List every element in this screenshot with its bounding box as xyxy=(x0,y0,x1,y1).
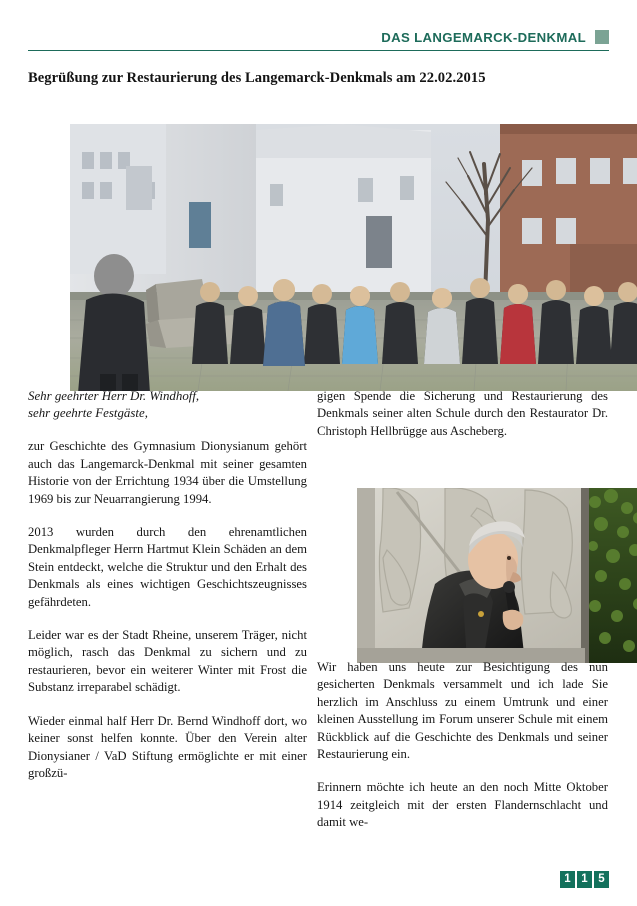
paragraph: Leider war es der Stadt Rheine, unserem Träger, nicht möglich, rasch das Denkmal zu sichern und zu restaurieren, bevor ein weiterer Winter mit Frost die Substanz irreparabel schädigt. xyxy=(28,628,307,695)
speaker-photo-graphic xyxy=(357,488,637,663)
paragraph: Erinnern möchte ich heute an den noch Mitte Oktober 1914 zeitgleich mit der ersten Flandernschlacht und damit we- xyxy=(317,780,608,830)
page-number-digit: 5 xyxy=(594,871,609,888)
paragraph: Wir haben uns heute zur Besichtigung des nun gesicherten Denkmals versammelt und ich lade Sie herzlich im Anschluss zu einem Umtrunk und einer kleinen Ausstellung im Forum unserer Schule mit einem Rückblick auf die Geschichte des Denkmals und seiner Restaurierung ein. xyxy=(317,660,608,762)
running-head xyxy=(28,26,609,48)
body-column-right-bottom xyxy=(317,659,608,832)
page-number xyxy=(560,871,609,888)
page-title: Begrüßung zur Restaurierung des Langemarck-Denkmals am 22.02.2015 xyxy=(28,69,486,86)
body-column-left xyxy=(28,388,307,782)
page-number-digit: 1 xyxy=(577,871,592,888)
salutation-line-2: sehr geehrte Festgäste, xyxy=(28,406,148,421)
group-photo-graphic xyxy=(70,124,637,391)
paragraph: Wieder einmal half Herr Dr. Bernd Windhoff dort, wo keiner sonst helfen konnte. Über den Verein alter Dionysianer / VaD Stiftung ermöglichte er mit einer großzü- xyxy=(28,713,307,780)
speaker-at-monument-photo xyxy=(357,488,637,663)
paragraph: gigen Spende die Sicherung und Restaurierung des Denkmals seiner alten Schule durch den Restaurator Dr. Christoph Hellbrügge aus Ascheberg. xyxy=(317,389,608,438)
body-column-right-top xyxy=(317,388,608,440)
page-number-digit: 1 xyxy=(560,871,575,888)
group-photo-ceremony xyxy=(70,124,637,391)
running-head-title: DAS LANGEMARCK-DENKMAL xyxy=(381,29,586,45)
header-rule xyxy=(28,50,609,51)
running-head-square-icon xyxy=(595,30,609,44)
paragraph: zur Geschichte des Gymnasium Dionysianum gehört auch das Langemarck-Denkmal mit seiner gesamten Historie von der Errichtung 1934 über die Umstellung 1969 bis zur Neuarrangierung 1994. xyxy=(28,439,307,506)
paragraph: 2013 wurden durch den ehrenamtlichen Denkmalpfleger Herrn Hartmut Klein Schäden an dem Stein entdeckt, welche die Struktur und den Erhalt des Denkmals als eines wichtigen Geschichtszeugnisses gefährdeten. xyxy=(28,525,307,609)
salutation xyxy=(28,388,307,422)
salutation-line-1: Sehr geehrter Herr Dr. Windhoff, xyxy=(28,389,200,403)
